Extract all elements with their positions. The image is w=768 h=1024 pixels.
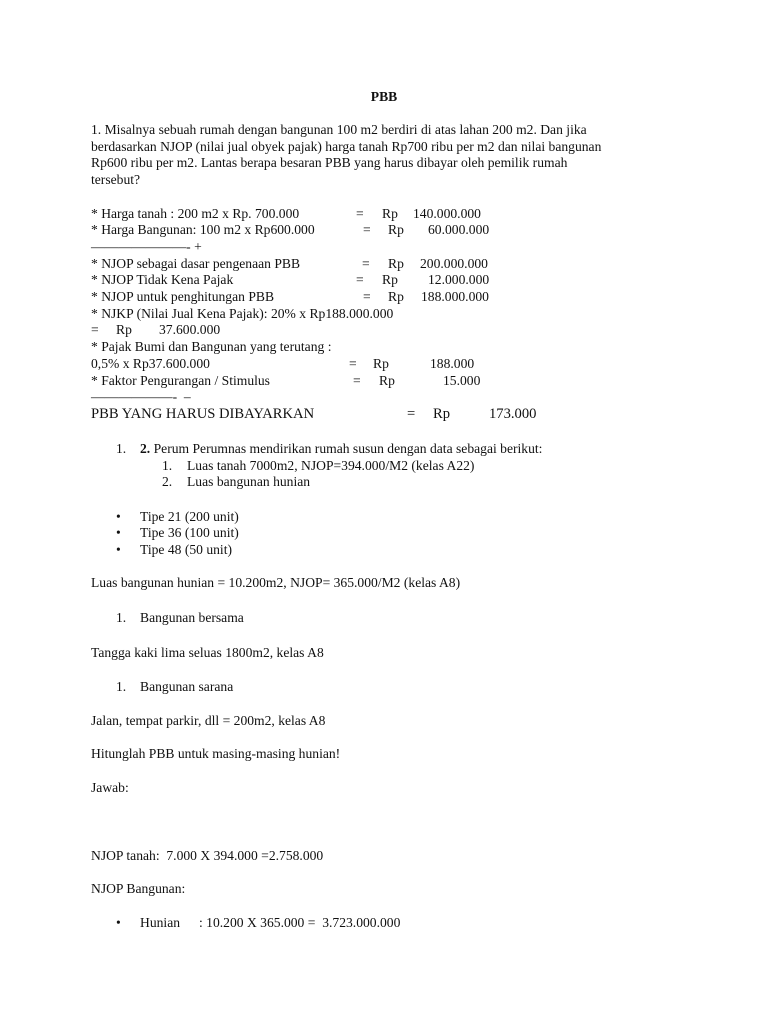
list-item-text: Bangunan sarana xyxy=(140,679,234,694)
separator-minus: ——————- – xyxy=(91,389,191,404)
njkp-label: * NJKP (Nilai Jual Kena Pajak): 20% x Rp188.000.000 xyxy=(91,306,394,321)
calc-value: 188.000.000 xyxy=(421,289,489,304)
list-marker: 2. xyxy=(162,474,173,489)
question1-line1: 1. Misalnya sebuah rumah dengan bangunan 100 m2 berdiri di atas lahan 200 m2. Dan jika xyxy=(91,122,587,137)
calc-label: * Faktor Pengurangan / Stimulus xyxy=(91,373,270,388)
separator-plus: ———————- + xyxy=(91,239,202,254)
calc-label: * NJOP sebagai dasar pengenaan PBB xyxy=(91,256,301,271)
calc-value: 173.000 xyxy=(489,406,537,422)
calc-label: * NJOP untuk penghitungan PBB xyxy=(91,289,275,304)
njop-bangunan-label: NJOP Bangunan: xyxy=(91,881,186,896)
bullet-icon: • xyxy=(116,509,121,524)
jalan-line: Jalan, tempat parkir, dll = 200m2, kelas A8 xyxy=(91,713,326,728)
calc-rp: Rp xyxy=(388,289,404,304)
calc-eq: = xyxy=(356,206,364,221)
total-label: PBB YANG HARUS DIBAYARKAN xyxy=(91,406,315,422)
list-marker: 1. xyxy=(116,679,127,694)
luas-hunian-line: Luas bangunan hunian = 10.200m2, NJOP= 365.000/M2 (kelas A8) xyxy=(91,575,461,590)
question2-text xyxy=(140,441,542,458)
calc-label: 0,5% x Rp37.600.000 xyxy=(91,356,210,371)
tangga-line: Tangga kaki lima seluas 1800m2, kelas A8 xyxy=(91,645,324,660)
list-marker: 1. xyxy=(116,610,127,625)
bullet-icon: • xyxy=(116,542,121,557)
question1-line2: berdasarkan NJOP (nilai jual obyek pajak) harga tanah Rp700 ribu per m2 dan nilai bangunan xyxy=(91,139,602,154)
pbb-terutang-label: * Pajak Bumi dan Bangunan yang terutang : xyxy=(91,339,332,354)
calc-rp: Rp xyxy=(382,206,398,221)
calc-eq: = xyxy=(363,289,371,304)
calc-value: 12.000.000 xyxy=(428,272,490,287)
calc-rp: Rp xyxy=(373,356,389,371)
answer-label: Jawab: xyxy=(91,780,129,795)
calc-value: 60.000.000 xyxy=(428,222,490,237)
calc-eq: = xyxy=(362,256,370,271)
question2-body: Perum Perumnas mendirikan rumah susun dengan data sebagai berikut: xyxy=(150,441,543,456)
calc-rp: Rp xyxy=(379,373,395,388)
bullet-icon: • xyxy=(116,525,121,540)
calc-rp: Rp xyxy=(433,406,451,422)
hunian-calc: : 10.200 X 365.000 = 3.723.000.000 xyxy=(199,915,401,930)
calc-eq: = xyxy=(356,272,364,287)
bullet-icon: • xyxy=(116,915,121,930)
bullet-text: Tipe 36 (100 unit) xyxy=(140,525,239,540)
calc-rp: Rp xyxy=(116,322,132,337)
calc-eq: = xyxy=(353,373,361,388)
calc-label: * NJOP Tidak Kena Pajak xyxy=(91,272,234,287)
calc-rp: Rp xyxy=(388,222,404,237)
calc-label: * Harga Bangunan: 100 m2 x Rp600.000 xyxy=(91,222,315,237)
calc-value: 200.000.000 xyxy=(420,256,488,271)
list-marker: 1. xyxy=(116,441,127,456)
calc-eq: = xyxy=(91,322,99,337)
calc-label: * Harga tanah : 200 m2 x Rp. 700.000 xyxy=(91,206,300,221)
bullet-text: Tipe 48 (50 unit) xyxy=(140,542,233,557)
calc-eq: = xyxy=(349,356,357,371)
calc-rp: Rp xyxy=(388,256,404,271)
calc-eq: = xyxy=(407,406,416,422)
calc-value: 140.000.000 xyxy=(413,206,481,221)
question1-line4: tersebut? xyxy=(91,172,141,187)
calc-value: 188.000 xyxy=(430,356,475,371)
njop-tanah-line: NJOP tanah: 7.000 X 394.000 =2.758.000 xyxy=(91,848,324,863)
page-title: PBB xyxy=(370,89,398,104)
calc-rp: Rp xyxy=(382,272,398,287)
bullet-text: Tipe 21 (200 unit) xyxy=(140,509,239,524)
calc-value: 37.600.000 xyxy=(159,322,221,337)
calc-eq: = xyxy=(363,222,371,237)
list-item-text: Bangunan bersama xyxy=(140,610,244,625)
question1-line3: Rp600 ribu per m2. Lantas berapa besaran PBB yang harus dibayar oleh pemilik rumah xyxy=(91,155,568,170)
hunian-label: Hunian xyxy=(140,915,181,930)
list-item-text: Luas tanah 7000m2, NJOP=394.000/M2 (kelas A22) xyxy=(187,458,475,473)
list-item-text: Luas bangunan hunian xyxy=(187,474,311,489)
instruction-line: Hitunglah PBB untuk masing-masing hunian! xyxy=(91,746,341,761)
calc-value: 15.000 xyxy=(443,373,481,388)
question2-number: 2. xyxy=(140,441,151,456)
list-marker: 1. xyxy=(162,458,173,473)
